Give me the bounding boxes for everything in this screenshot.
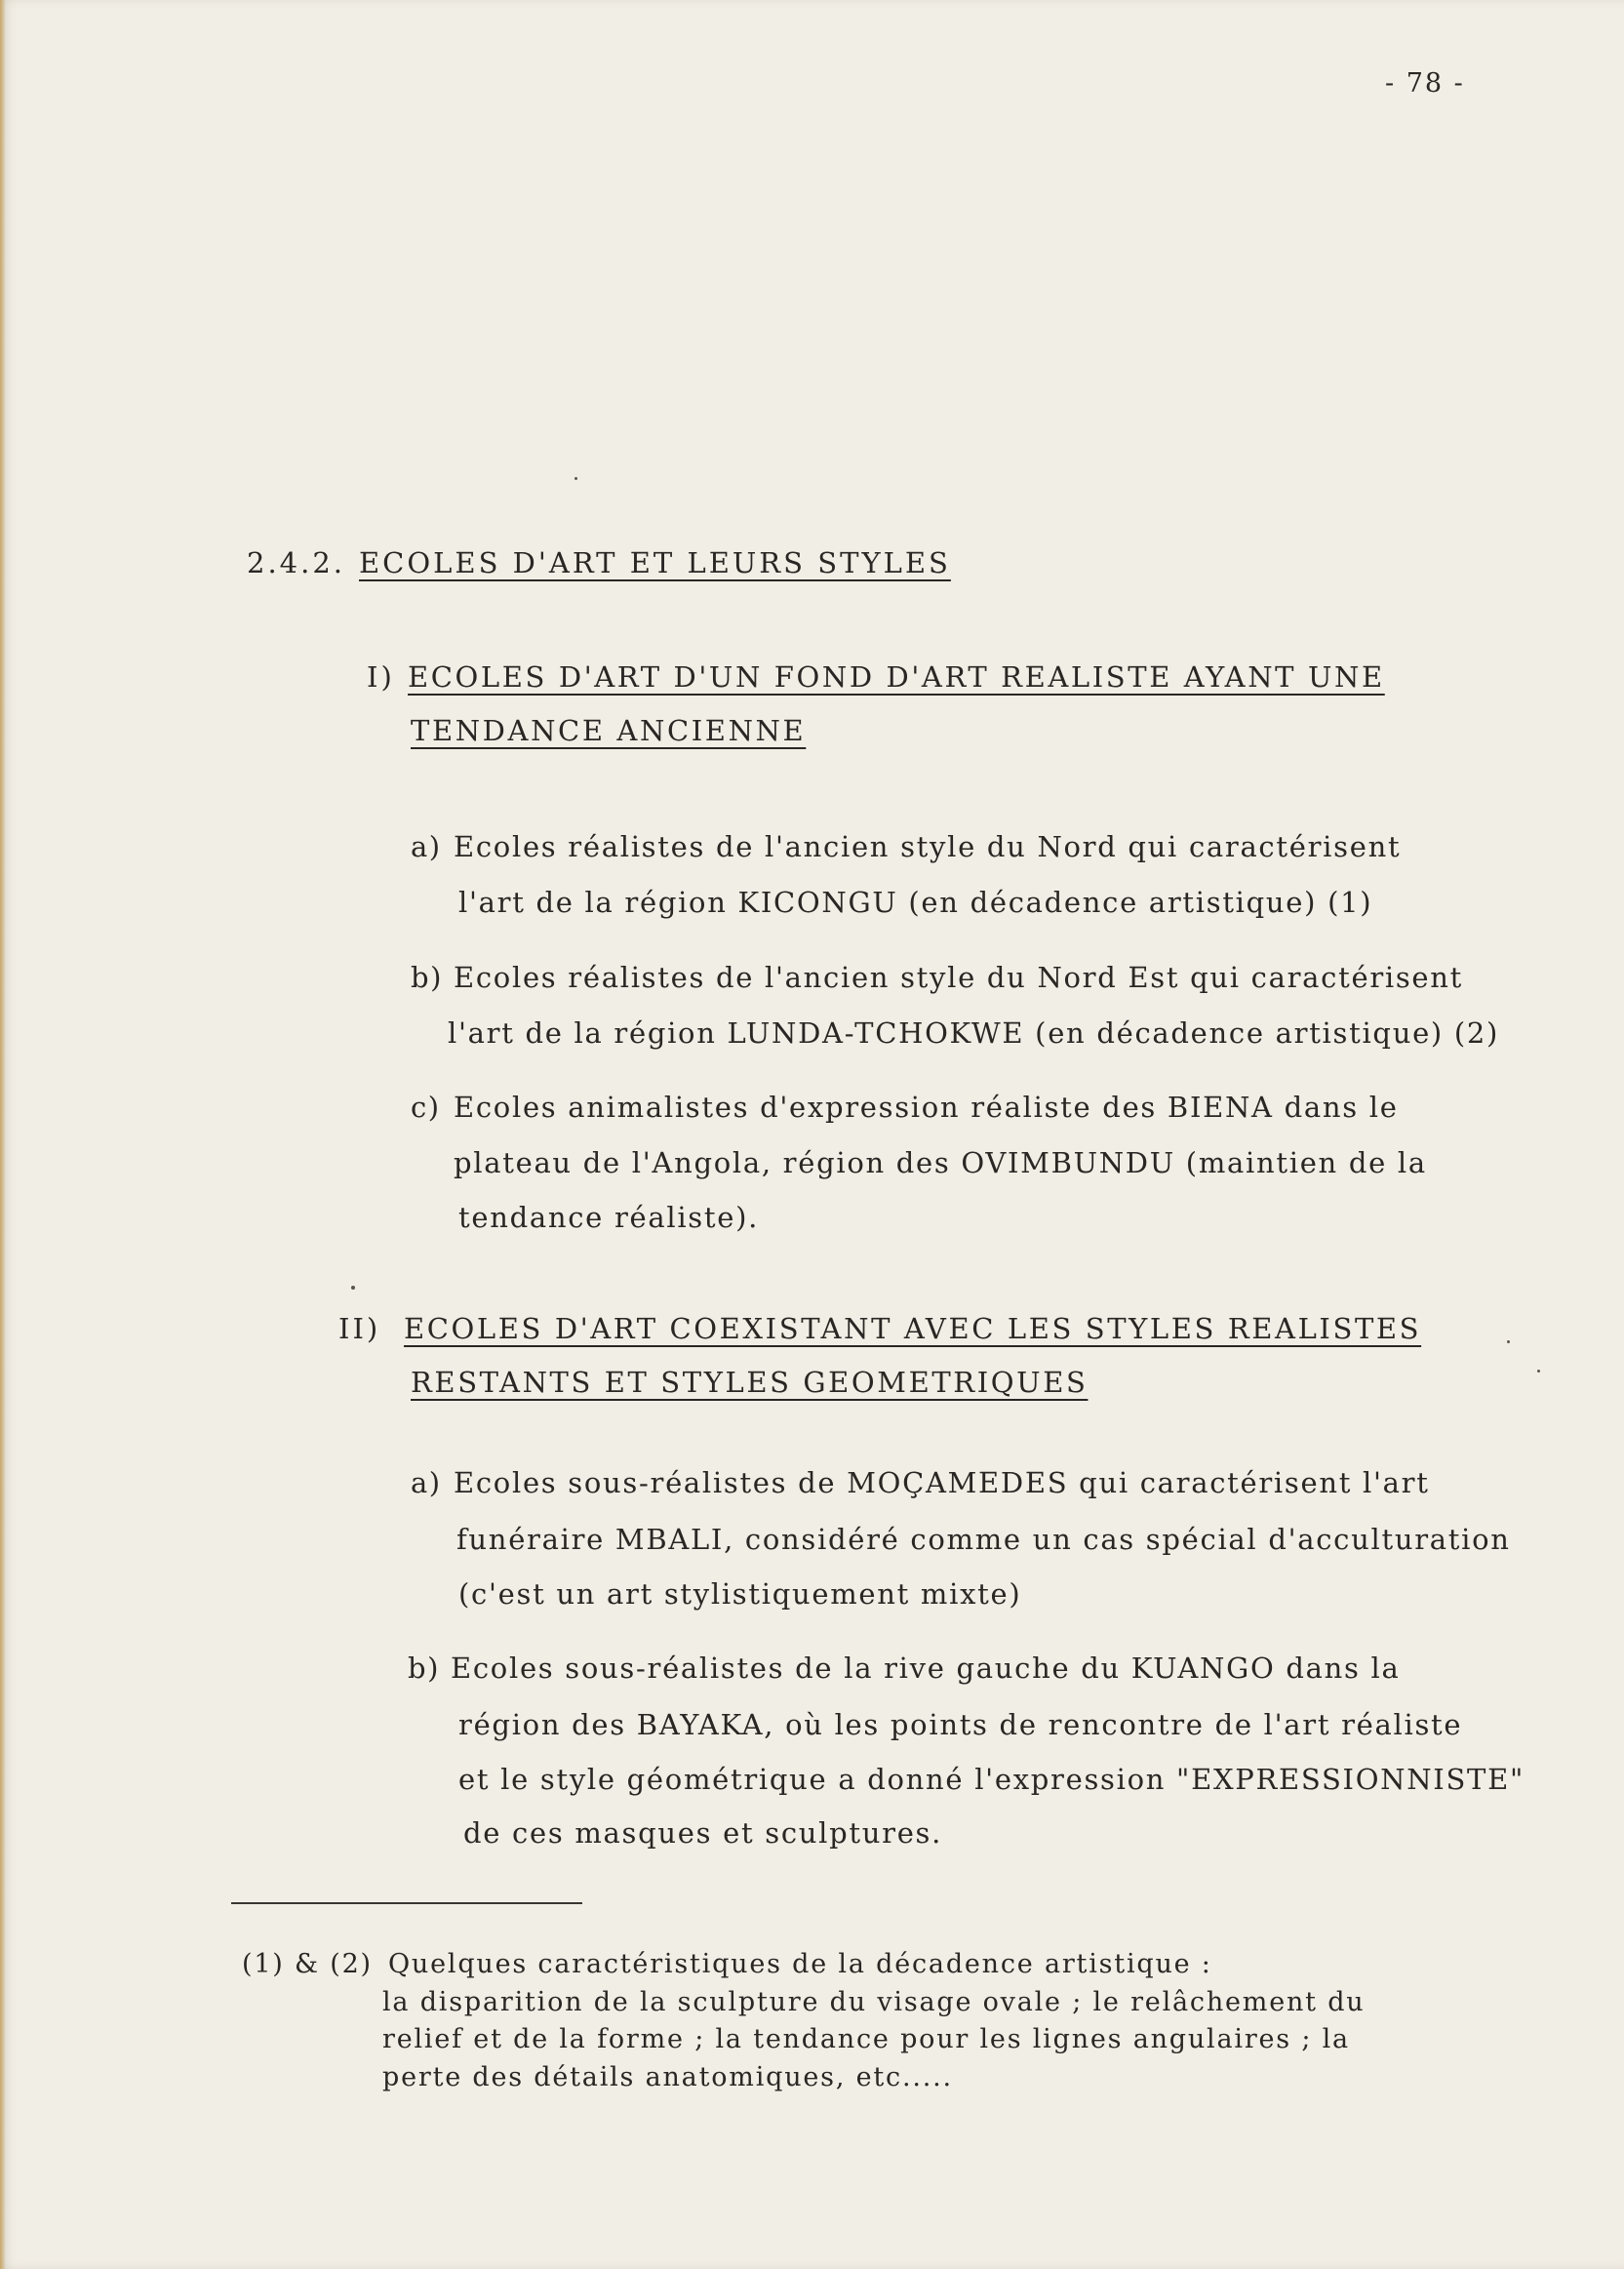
item-line: plateau de l'Angola, région des OVIMBUNDU (maintien de la bbox=[454, 1146, 1427, 1179]
footnote-line: relief et de la forme ; la tendance pour les lignes angulaires ; la bbox=[382, 2024, 1350, 2054]
subsection-label: I) bbox=[367, 660, 395, 694]
item-line: Ecoles réalistes de l'ancien style du Nord Est qui caractérisent bbox=[454, 961, 1464, 994]
scan-speck bbox=[1537, 1370, 1540, 1373]
item-label: a) bbox=[411, 1466, 442, 1499]
item-label: a) bbox=[411, 830, 442, 863]
item-line: funéraire MBALI, considéré comme un cas spécial d'acculturation bbox=[456, 1523, 1511, 1556]
item-line: tendance réaliste). bbox=[458, 1201, 760, 1234]
footnote-line: Quelques caractéristiques de la décadence artistique : bbox=[388, 1949, 1212, 1979]
section-heading bbox=[247, 546, 951, 579]
item-line: de ces masques et sculptures. bbox=[463, 1816, 943, 1850]
subsection-title-line: ECOLES D'ART COEXISTANT AVEC LES STYLES REALISTES bbox=[404, 1312, 1422, 1345]
item-line: l'art de la région KICONGU (en décadence artistique) (1) bbox=[458, 886, 1373, 919]
item-line: (c'est un art stylistiquement mixte) bbox=[458, 1577, 1022, 1611]
item-label: b) bbox=[411, 961, 443, 994]
section-title: ECOLES D'ART ET LEURS STYLES bbox=[359, 546, 951, 579]
binding-edge bbox=[0, 0, 6, 2269]
subsection-label: II) bbox=[338, 1312, 381, 1345]
item-line: Ecoles sous-réalistes de la rive gauche du KUANGO dans la bbox=[451, 1652, 1401, 1685]
item-line: région des BAYAKA, où les points de rencontre de l'art réaliste bbox=[458, 1708, 1463, 1741]
subsection-title-line: RESTANTS ET STYLES GEOMETRIQUES bbox=[411, 1366, 1089, 1399]
footnote-marker: (1) & (2) bbox=[242, 1949, 373, 1979]
item-label: b) bbox=[408, 1652, 440, 1685]
page-number: - 78 - bbox=[1385, 68, 1465, 99]
scan-speck bbox=[1507, 1340, 1510, 1343]
footnote-rule bbox=[231, 1902, 582, 1904]
scan-speck bbox=[351, 1286, 355, 1290]
item-line: et le style géométrique a donné l'expression "EXPRESSIONNISTE" bbox=[458, 1763, 1525, 1796]
subsection-title-line: ECOLES D'ART D'UN FOND D'ART REALISTE AYANT UNE bbox=[408, 660, 1385, 694]
footnote-line: la disparition de la sculpture du visage ovale ; le relâchement du bbox=[382, 1987, 1366, 2017]
item-line: Ecoles réalistes de l'ancien style du Nord qui caractérisent bbox=[454, 830, 1402, 863]
scan-speck bbox=[574, 477, 577, 480]
footnote-line: perte des détails anatomiques, etc..... bbox=[382, 2062, 953, 2092]
section-number: 2.4.2. bbox=[247, 546, 346, 579]
item-label: c) bbox=[411, 1091, 441, 1124]
subsection-title-line: TENDANCE ANCIENNE bbox=[411, 714, 807, 747]
item-line: Ecoles animalistes d'expression réaliste des BIENA dans le bbox=[454, 1091, 1399, 1124]
item-line: l'art de la région LUNDA-TCHOKWE (en décadence artistique) (2) bbox=[448, 1016, 1500, 1050]
item-line: Ecoles sous-réalistes de MOÇAMEDES qui caractérisent l'art bbox=[454, 1466, 1430, 1499]
